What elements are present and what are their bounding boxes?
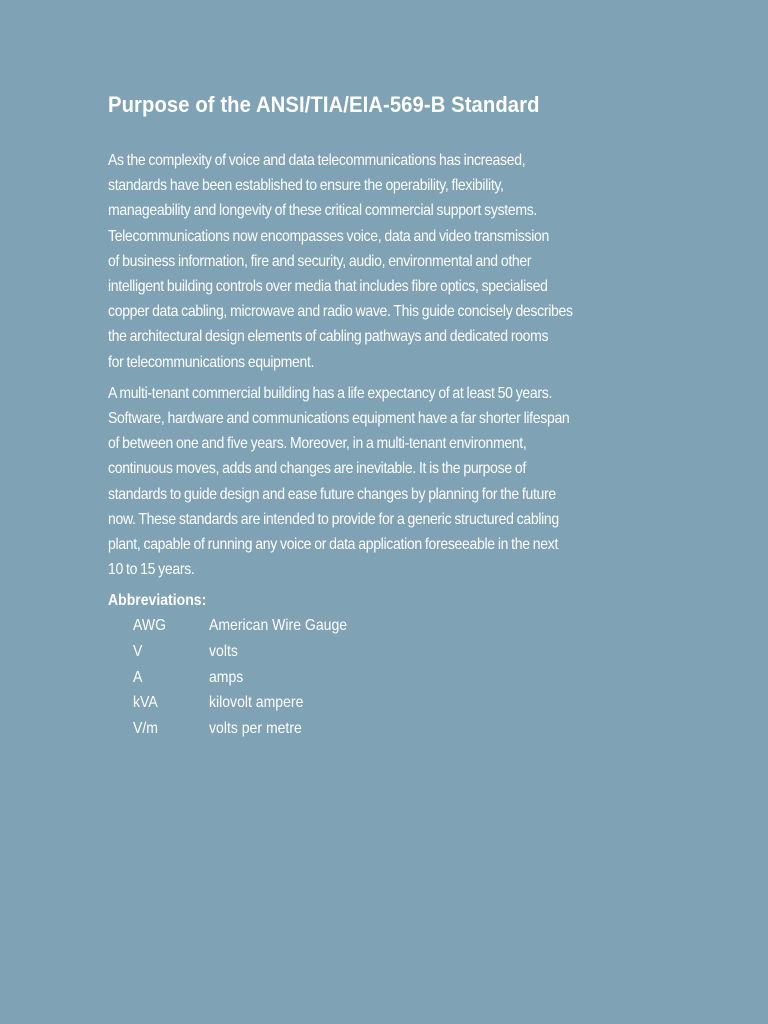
paragraph-line: of between one and five years. Moreover, in a multi-tenant environment, bbox=[108, 435, 527, 453]
abbreviation-row bbox=[133, 690, 660, 716]
paragraph-line: Telecommunications now encompasses voice, data and video transmission bbox=[108, 227, 549, 245]
abbreviation-meaning: volts per metre bbox=[209, 719, 302, 737]
abbreviation-meaning: volts bbox=[209, 643, 238, 661]
abbreviation-code: AWG bbox=[133, 617, 167, 635]
paragraph-line: A multi-tenant commercial building has a life expectancy of at least 50 years. bbox=[108, 384, 553, 402]
abbreviation-row bbox=[133, 716, 660, 742]
paragraph-1 bbox=[108, 148, 660, 375]
abbreviation-code: V bbox=[133, 643, 143, 661]
paragraph-line: Software, hardware and communications equipment have a far shorter lifespan bbox=[108, 410, 570, 428]
abbreviation-meaning: amps bbox=[209, 668, 244, 686]
page-title: Purpose of the ANSI/TIA/EIA-569-B Standard bbox=[108, 92, 540, 117]
paragraph-2 bbox=[108, 381, 660, 583]
abbreviation-code: V/m bbox=[133, 719, 158, 737]
paragraph-line: for telecommunications equipment. bbox=[108, 353, 315, 371]
body-text bbox=[108, 148, 660, 741]
paragraph-line: continuous moves, adds and changes are inevitable. It is the purpose of bbox=[108, 460, 526, 478]
abbreviation-meaning: kilovolt ampere bbox=[209, 694, 304, 712]
abbreviation-row bbox=[133, 639, 660, 665]
abbreviation-row bbox=[133, 665, 660, 691]
paragraph-line: 10 to 15 years. bbox=[108, 561, 195, 579]
abbreviations-heading: Abbreviations: bbox=[108, 592, 207, 610]
paragraph-line: copper data cabling, microwave and radio wave. This guide concisely describes bbox=[108, 303, 573, 321]
abbreviation-code: A bbox=[133, 668, 143, 686]
paragraph-line: of business information, fire and security, audio, environmental and other bbox=[108, 252, 532, 270]
paragraph-line: intelligent building controls over media that includes fibre optics, specialised bbox=[108, 278, 548, 296]
abbreviation-row bbox=[133, 613, 660, 639]
paragraph-line: standards have been established to ensure the operability, flexibility, bbox=[108, 177, 504, 195]
paragraph-line: standards to guide design and ease future changes by planning for the future bbox=[108, 485, 556, 503]
paragraph-line: now. These standards are intended to provide for a generic structured cabling bbox=[108, 510, 559, 528]
paragraph-line: plant, capable of running any voice or data application foreseeable in the next bbox=[108, 536, 559, 554]
paragraph-line: As the complexity of voice and data telecommunications has increased, bbox=[108, 152, 526, 169]
abbreviation-code: kVA bbox=[133, 694, 158, 712]
abbreviations-list bbox=[108, 613, 660, 741]
paragraph-line: manageability and longevity of these critical commercial support systems. bbox=[108, 202, 538, 220]
abbreviation-meaning: American Wire Gauge bbox=[209, 617, 348, 635]
paragraph-line: the architectural design elements of cabling pathways and dedicated rooms bbox=[108, 328, 549, 346]
